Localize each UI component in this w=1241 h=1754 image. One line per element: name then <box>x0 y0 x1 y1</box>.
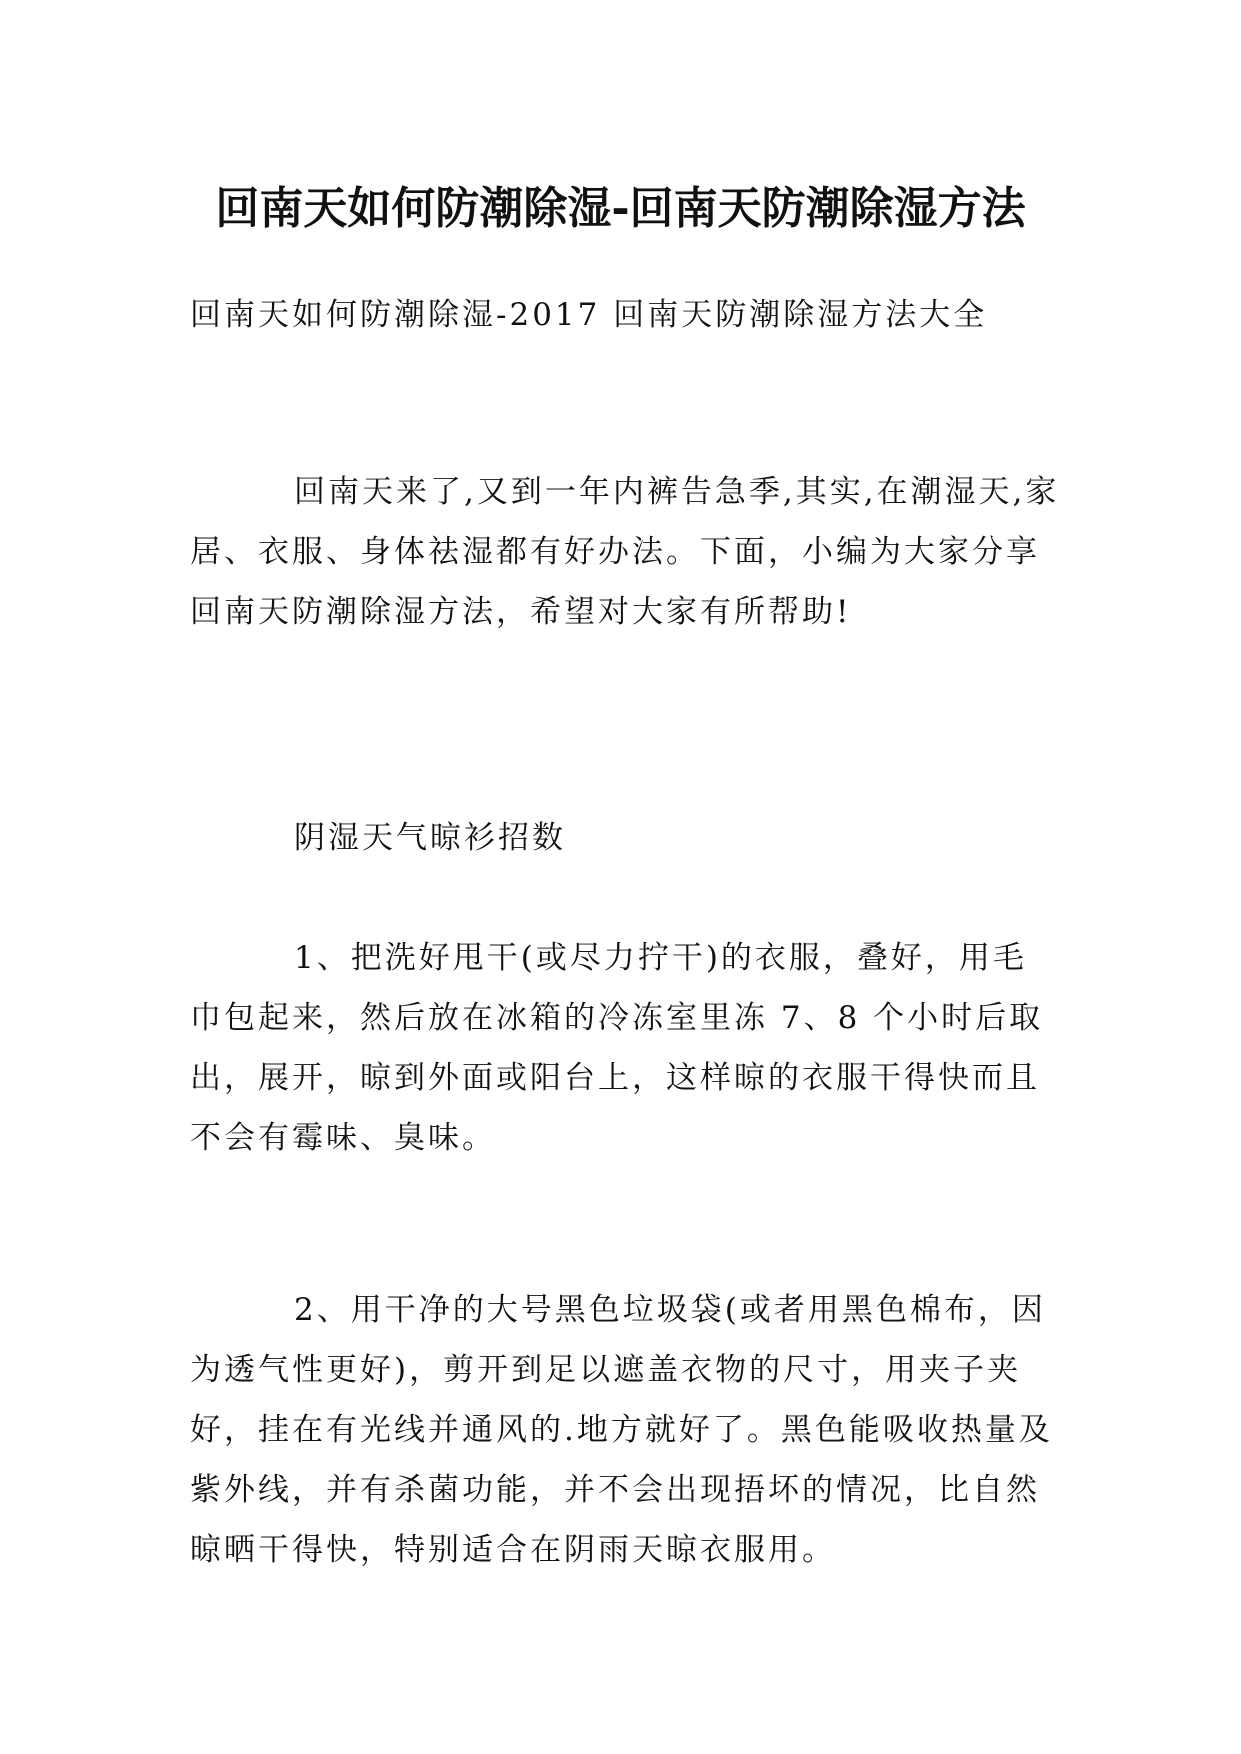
intro-paragraph: 回南天来了,又到一年内裤告急季,其实,在潮湿天,家居、衣服、身体祛湿都有好办法。下面，小编为大家分享回南天防潮除湿方法，希望对大家有所帮助! <box>190 474 1060 630</box>
section-heading: 阴湿天气晾衫招数 <box>294 820 566 856</box>
document-title: 回南天如何防潮除湿-回南天防潮除湿方法 <box>215 183 1026 235</box>
document-subtitle: 回南天如何防潮除湿-2017 回南天防潮除湿方法大全 <box>190 297 988 333</box>
paragraph-1: 1、把洗好甩干(或尽力拧干)的衣服，叠好，用毛巾包起来，然后放在冰箱的冷冻室里冻 7、8 个小时后取出，展开，晾到外面或阳台上，这样晾的衣服干得快而且不会有霉味、臭味。 <box>190 940 1044 1156</box>
paragraph-2: 2、用干净的大号黑色垃圾袋(或者用黑色棉布，因为透气性更好)，剪开到足以遮盖衣物的尺寸，用夹子夹好，挂在有光线并通风的.地方就好了。黑色能吸收热量及紫外线，并有杀菌功能，并不会出现捂坏的情况，比自然晾晒干得快，特别适合在阴雨天晾衣服用。 <box>190 1292 1053 1568</box>
